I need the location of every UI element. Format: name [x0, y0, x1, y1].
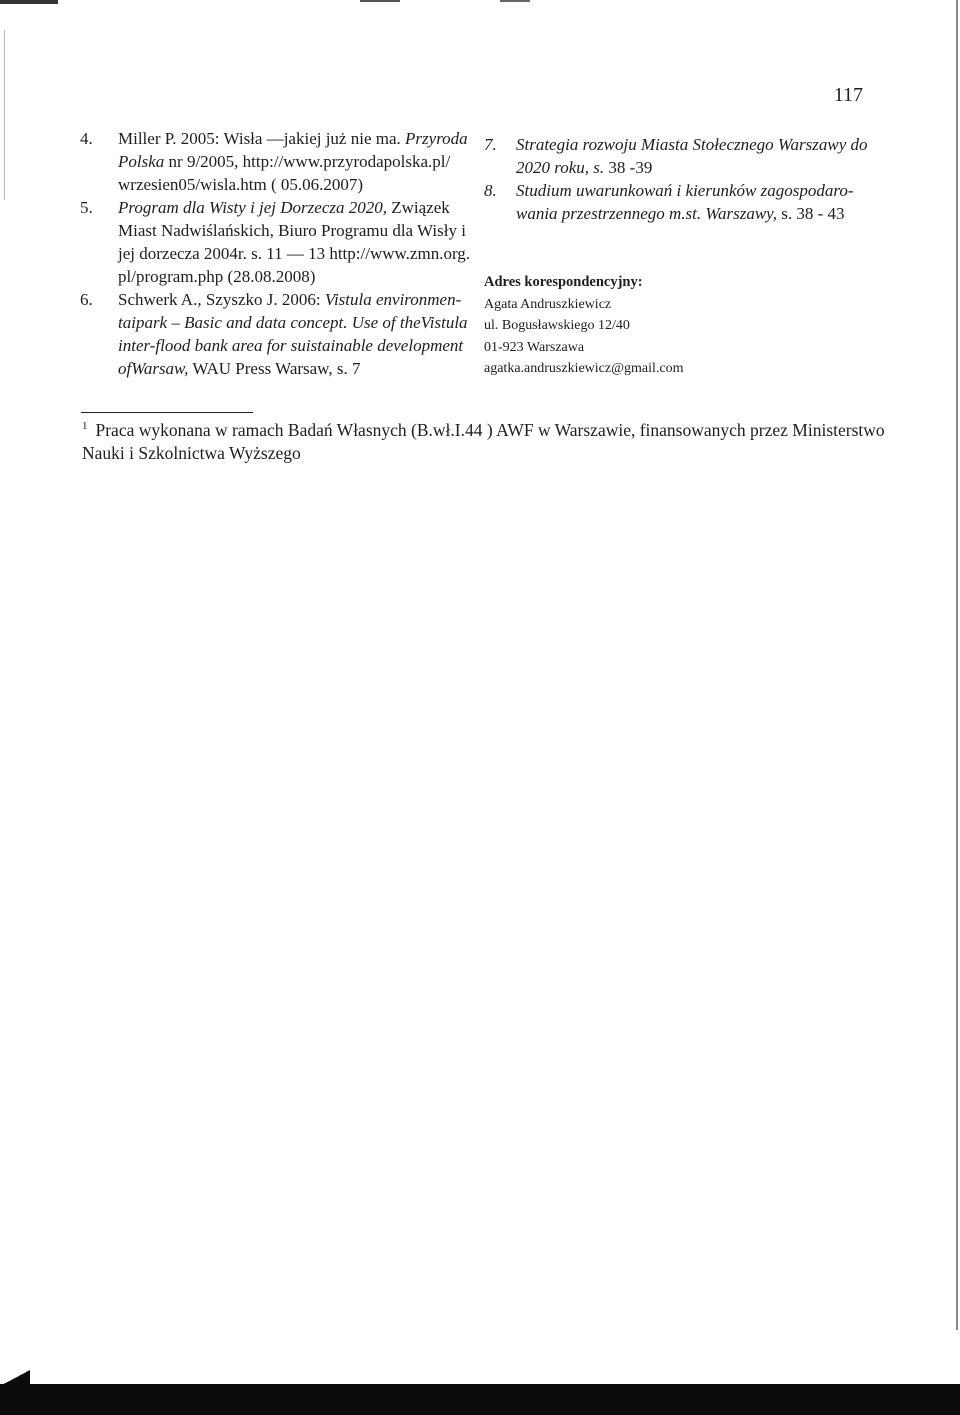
footnote	[82, 419, 885, 465]
reference-line: wrzesien05/wisla.htm ( 05.06.2007)	[118, 175, 364, 194]
reference-number: 5.	[80, 198, 93, 217]
reference-number: 6.	[80, 290, 93, 309]
reference-line: Polska nr 9/2005, http://www.przyrodapolska.pl/	[118, 152, 451, 171]
reference-line: Studium uwarunkowań i kierunków zagospodaro-	[516, 181, 854, 200]
reference-line: 2020 roku, s. 38 -39	[516, 158, 653, 177]
reference-line: wania przestrzennego m.st. Warszawy, s. 38 - 43	[516, 204, 845, 223]
scan-edge-mark	[500, 0, 530, 2]
contact-email[interactable]: agatka.andruszkiewicz@gmail.com	[484, 361, 684, 376]
correspondence-address	[484, 272, 864, 380]
scan-edge-mark	[360, 0, 400, 2]
references-left-column	[80, 127, 480, 380]
footnote-marker: 1	[82, 420, 88, 433]
reference-line: Strategia rozwoju Miasta Stołecznego Warszawy do	[516, 135, 868, 154]
footnote-line: Nauki i Szkolnictwa Wyższego	[82, 443, 301, 463]
reference-item	[80, 196, 480, 288]
scan-edge-mark	[0, 0, 58, 4]
reference-line: jej dorzecza 2004r. s. 11 — 13 http://www.zmn.org.	[118, 244, 471, 263]
references-right-column	[484, 133, 884, 225]
contact-street: ul. Bogusławskiego 12/40	[484, 318, 630, 333]
reference-item	[484, 133, 884, 179]
reference-number: 7.	[484, 135, 497, 154]
footnote-line: $^1$ Praca wykonana w ramach Badań Własnych (B.wł.I.44 ) AWF w Warszawie, finansowanych przez Ministerstwo	[82, 420, 885, 440]
reference-line: Miast Nadwiślańskich, Biuro Programu dla Wisły i	[118, 221, 466, 240]
reference-line: inter-flood bank area for suistainable development	[118, 336, 464, 355]
scan-bottom-bar	[0, 1384, 960, 1415]
reference-line: ofWarsaw, WAU Press Warsaw, s. 7	[118, 359, 361, 378]
scan-edge-mark	[4, 30, 5, 200]
reference-item	[80, 288, 480, 380]
scan-edge-mark	[956, 0, 958, 1330]
contact-heading: Adres korespondencyjny:	[484, 274, 643, 290]
page-number: 117	[833, 84, 863, 106]
reference-line: pl/program.php (28.08.2008)	[118, 267, 316, 286]
contact-city: 01-923 Warszawa	[484, 339, 585, 355]
reference-line: Program dla Wisty i jej Dorzecza 2020, Związek	[118, 198, 450, 217]
reference-line: Miller P. 2005: Wisła —jakiej już nie ma. Przyroda	[118, 129, 468, 148]
reference-number: 4.	[80, 129, 93, 148]
reference-line: Schwerk A., Szyszko J. 2006: Vistula environmen-	[118, 290, 462, 309]
contact-name: Agata Andruszkiewicz	[484, 296, 612, 312]
reference-number: 8.	[484, 181, 497, 200]
footnote-rule	[81, 412, 253, 413]
reference-item	[484, 179, 884, 225]
reference-item	[80, 127, 480, 196]
reference-line: taipark – Basic and data concept. Use of theVistula	[118, 313, 468, 332]
